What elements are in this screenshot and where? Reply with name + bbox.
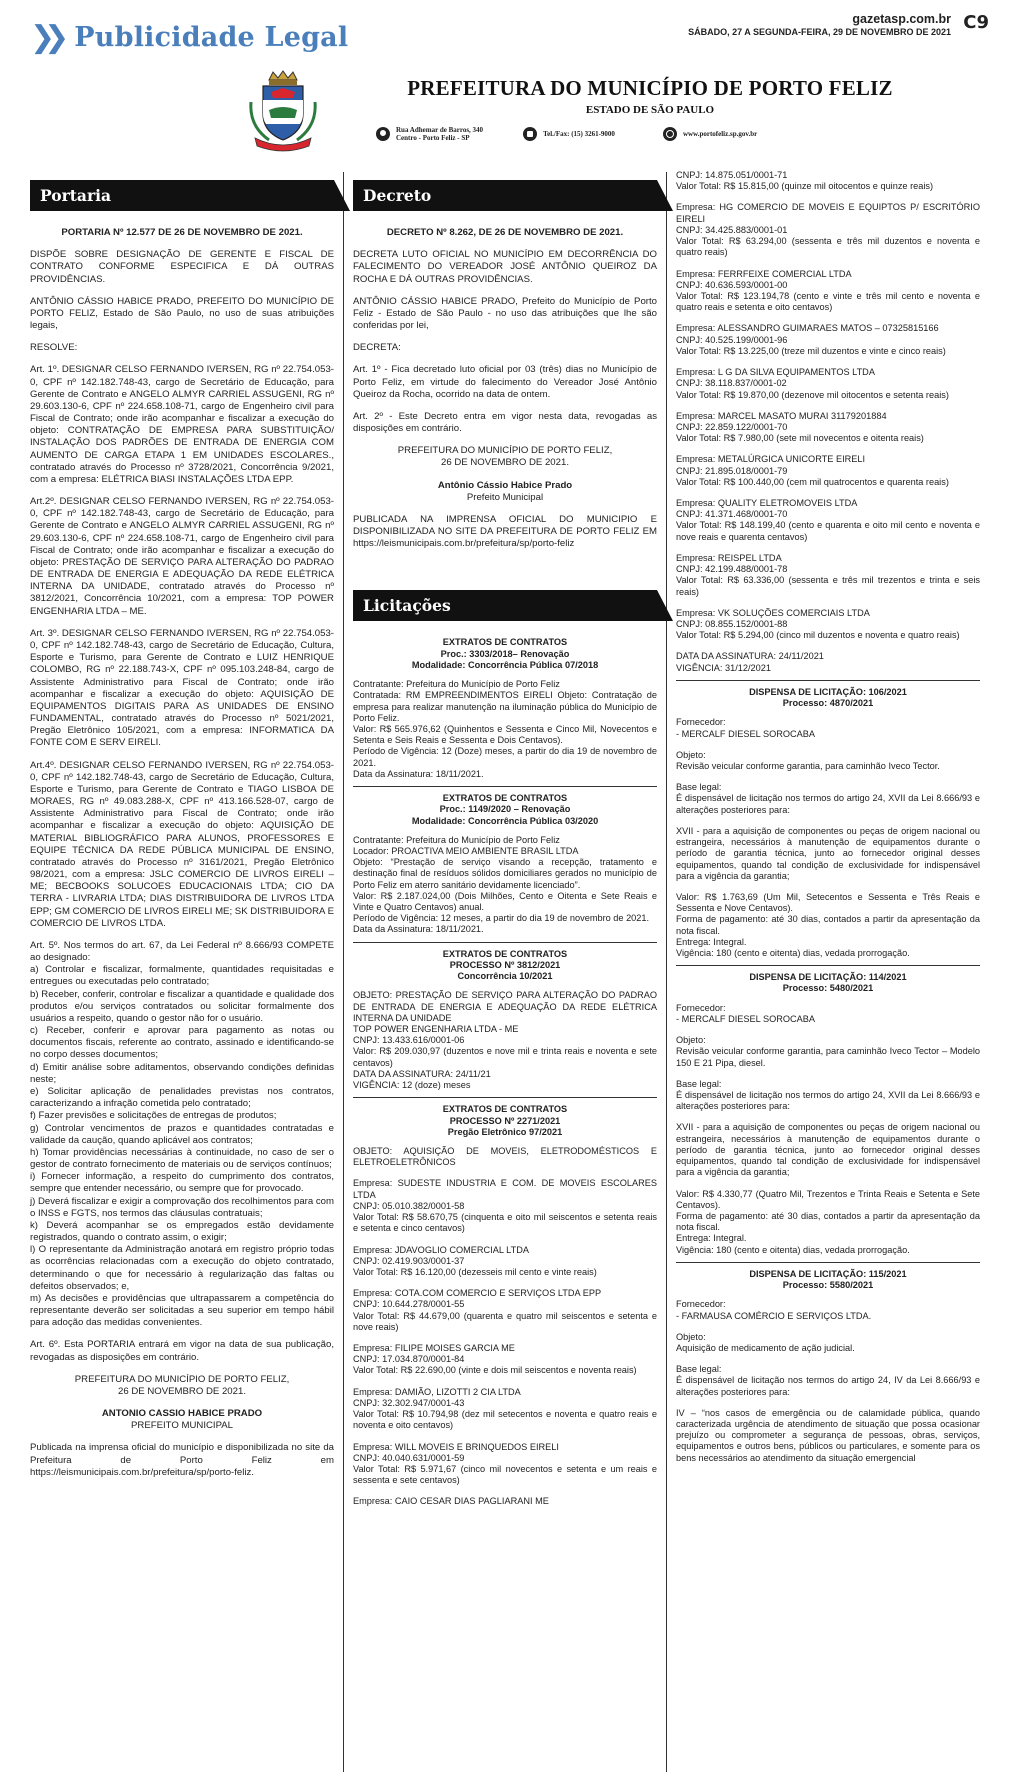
- company-cnpj: CNPJ: 42.199.488/0001-78: [676, 564, 788, 575]
- dispensa-h2: Processo: 5480/2021: [782, 983, 874, 994]
- site-name[interactable]: gazetasp.com.br: [852, 12, 951, 26]
- company-valor: Valor Total: R$ 100.440,00 (cem mil quatrocentos e quarenta reais): [676, 476, 949, 487]
- extrato-header: [353, 637, 657, 671]
- objeto: Aquisição de medicamento de ação judicial.: [676, 1342, 855, 1353]
- decreto-art2: Art. 2º - Este Decreto entra em vigor nesta data, revogadas as disposições em contrário.: [353, 410, 657, 435]
- decreto-preamble: ANTÔNIO CÁSSIO HABICE PRADO, Prefeito do Município de Porto Feliz - Estado de São Paulo - no uso das atribuições que lhe são conferidas por lei,: [353, 295, 657, 332]
- extrato-line: Objeto: “Prestação de serviço visando a recepção, tratamento e destinação final de resíduos sólidos domiciliares gerados no município de Porto Feliz em aterro sanitário devidamente licenciado”.: [353, 857, 657, 890]
- extrato-h3: Concorrência 10/2021: [457, 971, 553, 982]
- pagamento: Forma de pagamento: até 30 dias, contados a partir da apresentação da nota fiscal.: [676, 1210, 980, 1233]
- list-item: h) Tomar providências necessárias à continuidade, no caso de ser o gestor de contrato fornecimento de materiais ou de serviços contínuos;: [30, 1146, 334, 1171]
- dispensa-header: [676, 687, 980, 709]
- list-item: [353, 1442, 657, 1487]
- list-item: d) Emitir análise sobre aditamentos, observando condições definidas neste;: [30, 1061, 334, 1085]
- phone: Tel./Fax: (15) 3261-9000: [543, 130, 615, 138]
- column-divider: [666, 172, 667, 1772]
- portaria-ementa: DISPÕE SOBRE DESIGNAÇÃO DE GERENTE E FISCAL DE CONTRATO CONFORME ESPECIFICA E DÁ OUTRAS PROVIDÊNCIAS.: [30, 249, 334, 285]
- company-cnpj: CNPJ: 40.525.199/0001-96: [676, 334, 788, 345]
- extrato-2: [353, 793, 657, 936]
- page-number: C9: [963, 12, 989, 33]
- list-item: k) Deverá acompanhar se os empregados estão devidamente registrados, quando o contrato assim, o exigir;: [30, 1219, 334, 1244]
- company-valor: Valor Total: R$ 44.679,00 (quarenta e quatro mil seiscentos e setenta e nove reais): [353, 1310, 657, 1332]
- separator: [676, 1262, 980, 1263]
- extrato-line: Locador: PROACTIVA MEIO AMBIENTE BRASIL LTDA: [353, 845, 579, 856]
- list-item: [676, 454, 980, 488]
- extrato-h2: Proc.: 1149/2020 – Renovação: [439, 804, 571, 815]
- portaria-art6: Art. 6º. Esta PORTARIA entrará em vigor na data de sua publicação, revogadas as disposições em contrário.: [30, 1339, 334, 1363]
- company-cnpj: CNPJ: 21.895.018/0001-79: [676, 465, 788, 476]
- portaria-preamble: ANTÔNIO CÁSSIO HABICE PRADO, PREFEITO DO MUNICÍPIO DE PORTO FELIZ, Estado de São Paulo, no uso de suas atribuições legais,: [30, 295, 334, 332]
- fornecedor-label: Fornecedor:: [676, 1299, 726, 1310]
- list-item: [353, 1387, 657, 1432]
- column-licitacoes-cont: [676, 170, 980, 1474]
- list-item: [676, 411, 980, 445]
- company-valor: Valor Total: R$ 16.120,00 (dezesseis mil cento e vinte reais): [353, 1266, 597, 1277]
- company-valor: Valor Total: R$ 63.336,00 (sessenta e três mil trezentos e trinta e seis reais): [676, 575, 980, 597]
- portaria-art2: Art.2º. DESIGNAR CELSO FERNANDO IVERSEN, RG nº 22.754.053-0, CPF nº 142.182.748-43, cargo de Secretário de Educação, para Gerente de Contrato e ANGELO ALMYR CARRIEL ASSUGENI, RG nº 29.603.130-6, CPF nº 224.658.108-71, cargo de Engenheiro civil para Fiscal de Contrato; onde irão acompanhar e fiscalizar a execução do objeto: PRESTAÇÃO DE SERVIÇO PARA ALTERAÇÃO DO PADRAO DE ENTRADA DE ENERGIA E ADEQUAÇÃO DA REDE ELÉTRICA INTERNA DA UNIDADE, contratado através do Processo nº 3812/2021, Concorrência 10/2021, com a empresa: TOP POWER ENGENHARIA LTDA – ME.: [30, 496, 334, 617]
- portaria-resolve: RESOLVE:: [30, 342, 78, 354]
- decreto-signer: Antônio Cássio Habice Prado: [437, 479, 573, 491]
- column-portaria: [30, 180, 334, 1489]
- extrato-line: Valor: R$ 209.030,97 (duzentos e nove mil e trinta reais e noventa e sete centavos): [353, 1046, 657, 1068]
- extrato-line: Valor: R$ 565.976,62 (Quinhentos e Sessenta e Cinco Mil, Novecentos e Setenta e Seis Reais e Sessenta e Dois Centavos).: [353, 723, 657, 746]
- extrato-line: Data da Assinatura: 18/11/2021.: [353, 768, 484, 779]
- objeto-label: Objeto:: [676, 749, 706, 760]
- company-valor: Valor Total: R$ 15.815,00 (quinze mil oitocentos e quinze reais): [676, 181, 934, 192]
- vigencia: VIGÊNCIA: 31/12/2021: [676, 662, 771, 673]
- address-line2: Centro - Porto Feliz - SP: [396, 134, 470, 142]
- company-valor: Valor Total: R$ 58.670,75 (cinquenta e oito mil seiscentos e setenta reais e setenta e cinco centavos): [353, 1212, 657, 1234]
- decreto-signer-role: Prefeito Municipal: [466, 491, 544, 503]
- extrato-h1: EXTRATOS DE CONTRATOS: [442, 948, 568, 959]
- separator: [353, 786, 657, 787]
- decreto-heading: Decreto: [353, 180, 657, 211]
- company-valor: Valor Total: R$ 7.980,00 (sete mil novecentos e oitenta reais): [676, 433, 924, 444]
- list-item: [353, 1245, 657, 1279]
- company-name: Empresa: JDAVOGLIO COMERCIAL LTDA: [353, 1244, 529, 1255]
- fornecedor-label: Fornecedor:: [676, 1002, 726, 1013]
- extrato-line: VIGÊNCIA: 12 (doze) meses: [353, 1080, 471, 1091]
- company-name: Empresa: HG COMERCIO DE MOVEIS E EQUIPTOS P/ ESCRITÓRIO EIRELI: [676, 202, 980, 224]
- company-valor: Valor Total: R$ 148.199,40 (cento e quarenta e oito mil cento e noventa e nove reais e quarenta centavos): [676, 520, 980, 542]
- objeto-label: Objeto:: [676, 1331, 706, 1342]
- extrato-h1: EXTRATOS DE CONTRATOS: [442, 793, 568, 804]
- extrato-line: Período de Vigência: 12 meses, a partir do dia 19 de novembro de 2021.: [353, 913, 650, 924]
- company-name: Empresa: VK SOLUÇÕES COMERCIAIS LTDA: [676, 607, 870, 618]
- masthead-info: [688, 12, 951, 37]
- company-cnpj: CNPJ: 40.040.631/0001-59: [353, 1452, 465, 1463]
- list-item: b) Receber, conferir, controlar e fiscalizar a quantidade e qualidade dos produtos e/ou serviços contratados ou solicitar formalmente dos usuários a respeito, quando o gestor não for o usuário.: [30, 988, 334, 1024]
- company-valor: Valor Total: R$ 10.794,98 (dez mil setecentos e noventa e quatro reais e noventa e oito centavos): [353, 1409, 657, 1431]
- extrato-header: [353, 949, 657, 983]
- objeto: Revisão veicular conforme garantia, para caminhão Iveco Tector – Modelo 150 E 21 Pipa, diesel.: [676, 1046, 980, 1068]
- extrato-h3: Modalidade: Concorrência Pública 07/2018: [411, 659, 599, 670]
- dispensa-115: [676, 1269, 980, 1464]
- base-legal: É dispensável de licitação nos termos do artigo 24, XVII da Lei 8.666/93 e alterações posteriores para:: [676, 1090, 980, 1112]
- company-cnpj: CNPJ: 08.855.152/0001-88: [676, 619, 788, 629]
- portaria-art1: Art. 1º. DESIGNAR CELSO FERNANDO IVERSEN, RG nº 22.754.053-0, CPF nº 142.182.748-43, cargo de Secretário de Educação, para Gerente de Contrato e ANGELO ALMYR CARRIEL ASSUGENI, RG nº 29.603.130-6, CPF nº 224.658.108-71, cargo de Engenheiro civil para Fiscal de Contrato; onde irão acompanhar e fiscalizar a execução do objeto: CONTRATAÇÃO DE EMPRESA PARA SUBSTITUIÇÃO/ INSTALAÇÃO DOS PADRÕES DE ENTRADA DE ENERGIA COM AUMENTO DE CARGA ETAPA 1 EM UNIDADES ESCOLARES., contratado através do Processo nº 3728/2021, Concorrência 9/2021, com a empresa: ELÉTRICA BIASI INSTALAÇÕES LTDA EPP.: [30, 364, 334, 485]
- dispensa-h2: Processo: 5580/2021: [782, 1280, 874, 1291]
- inciso: IV – “nos casos de emergência ou de calamidade pública, quando caracterizada urgência de atendimento de situação que possa ocasionar prejuízo ou comprometer a segurança de pessoas, obras, serviços, equipamentos e outros bens, públicos ou particulares, e somente para os bens necessários ao atendimento da situação emergencial: [676, 1407, 980, 1463]
- dispensa-114: [676, 972, 980, 1256]
- separator: [676, 680, 980, 681]
- dispensa-h1: DISPENSA DE LICITAÇÃO: 114/2021: [749, 972, 907, 983]
- data-assinatura: DATA DA ASSINATURA: 24/11/2021: [676, 651, 824, 662]
- company-name: Empresa: CAIO CESAR DIAS PAGLIARANI ME: [353, 1496, 549, 1507]
- portaria-art3: Art. 3º. DESIGNAR CELSO FERNANDO IVERSEN, RG nº 22.754.053-0, CPF nº 142.182.748-43, cargo de Secretário de Educação, Cultura, Esporte e Turismo, para Gerente de Contrato e LUIZ HENRIQUE COLOMBO, RG nº 22.188.743-X, CPF nº 095.103.248-84, cargo de Assistente Administrativo para Fiscal de Contrato; onde irão acompanhar e fiscalizar a execução do objeto: AQUISIÇÃO DE EQUIPAMENTOS DIGITAIS PARA AS UNIDADES DE ENSINO FUNDAMENTAL, contratado através do Processo nº 5021/2021, Pregão Eletrônico 105/2021, com a empresa: INFORMATICA DA FONTE COM E SERV EIRELI.: [30, 627, 334, 749]
- list-item: [676, 367, 980, 401]
- list-item: [676, 553, 980, 598]
- company-name: Empresa: ALESSANDRO GUIMARAES MATOS – 07325815166: [676, 323, 939, 334]
- list-item: [676, 269, 980, 314]
- list-item: [353, 1288, 657, 1333]
- company-cnpj: CNPJ: 32.302.947/0001-43: [353, 1397, 465, 1408]
- contact-bar: [376, 126, 757, 142]
- objeto: Revisão veicular conforme garantia, para caminhão Iveco Tector.: [676, 760, 940, 771]
- entrega: Entrega: Integral.: [676, 1233, 747, 1244]
- company-name: Empresa: METALÚRGICA UNICORTE EIRELI: [676, 454, 866, 465]
- section-header: [30, 19, 349, 55]
- portaria-art5-intro: Art. 5º. Nos termos do art. 67, da Lei Federal nº 8.666/93 COMPETE ao designado:: [30, 939, 334, 964]
- portaria-signer: ANTONIO CASSIO HABICE PRADO: [101, 1408, 263, 1420]
- address-line1: Rua Adhemar de Barros, 340: [396, 126, 484, 134]
- phone-icon: [523, 127, 537, 141]
- decreto-publication: PUBLICADA NA IMPRENSA OFICIAL DO MUNICIPIO E DISPONIBILIZADA NO SITE DA PREFEITURA DE PORTO FELIZ EM https://leismunicipais.com.br/prefeitura/sp/porto-feliz: [353, 513, 657, 550]
- decreto-ementa: DECRETA LUTO OFICIAL NO MUNICÍPIO EM DECORRÊNCIA DO FALECIMENTO DO VEREADOR JOSÉ ANTÔNIO QUEIROZ DA ROCHA E DÁ OUTRAS PROVIDÊNCIAS.: [353, 249, 657, 285]
- company-name: Empresa: WILL MOVEIS E BRINQUEDOS EIRELI: [353, 1441, 559, 1452]
- base-legal: É dispensável de licitação nos termos do artigo 24, XVII da Lei 8.666/93 e alterações posteriores para:: [676, 793, 980, 815]
- fornecedor: - MERCALF DIESEL SOROCABA: [676, 1013, 816, 1024]
- extrato-h3: Modalidade: Concorrência Pública 03/2020: [411, 815, 599, 826]
- list-item: i) Fornecer informação, a respeito do cumprimento dos contratos, sempre que entender necessário, ou sempre que for provocado.: [30, 1171, 334, 1195]
- double-chevron-icon: ❯❯: [30, 19, 59, 55]
- dispensa-header: [676, 972, 980, 994]
- list-item: [676, 202, 980, 258]
- list-item: l) O representante da Administração anotará em registro próprio todas as ocorrências relacionadas com a execução do objeto contratado, determinando o que for necessário à regularização das faltas ou defeitos observados; e,: [30, 1244, 334, 1292]
- decreto-sign-date: 26 DE NOVEMBRO DE 2021.: [441, 457, 569, 469]
- inciso: XVII - para a aquisição de componentes ou peças de origem nacional ou estrangeira, necessários à manutenção de equipamentos durante o período de garantia técnica, junto ao fornecedor original desses equipamentos, quando tal condição de exclusividade for indispensável para a vigência da garantia;: [676, 1122, 980, 1178]
- edition-date: SÁBADO, 27 A SEGUNDA-FEIRA, 29 DE NOVEMBRO DE 2021: [688, 27, 951, 37]
- list-item: j) Deverá fiscalizar e exigir a comprovação dos recolhimentos para com o INSS e FGTS, nos termos das cláusulas contratuais;: [30, 1195, 334, 1219]
- entrega: Entrega: Integral.: [676, 936, 747, 947]
- company-cnpj: CNPJ: 34.425.883/0001-01: [676, 224, 788, 235]
- base-label: Base legal:: [676, 1364, 722, 1375]
- location-pin-icon: [376, 127, 390, 141]
- extrato-line: Data da Assinatura: 18/11/2021.: [353, 924, 484, 935]
- company-valor: Valor Total: R$ 123.194,78 (cento e vinte e três mil cento e noventa e quatro reais e setenta e oito centavos): [676, 290, 980, 313]
- extrato-objeto: OBJETO: AQUISIÇÃO DE MOVEIS, ELETRODOMÉSTICOS E ELETROELETRÔNICOS: [353, 1145, 657, 1168]
- extrato-line: TOP POWER ENGENHARIA LTDA - ME: [353, 1024, 519, 1034]
- vigencia: Vigência: 180 (cento e oitenta) dias, vedada prorrogação.: [676, 948, 910, 959]
- extrato-line: Contratante: Prefeitura do Município de Porto Feliz: [353, 834, 560, 845]
- list-item: [676, 323, 980, 357]
- company-valor: Valor Total: R$ 5.971,67 (cinco mil novecentos e setenta e um reais e sessenta e sete centavos): [353, 1464, 657, 1486]
- list-item: c) Receber, conferir e aprovar para pagamento as notas ou documentos fiscais, referente ao contrato, assinado e identificando-se no corpo desses documentos;: [30, 1025, 334, 1061]
- pagamento: Forma de pagamento: até 30 dias, contados a partir da apresentação da nota fiscal.: [676, 914, 980, 936]
- municipality-title: PREFEITURA DO MUNICÍPIO DE PORTO FELIZ: [407, 76, 893, 100]
- column-decreto-licitacoes: [353, 180, 657, 1508]
- extrato-h2: Proc.: 3303/2018– Renovação: [440, 648, 570, 659]
- portaria-sign-place: PREFEITURA DO MUNICÍPIO DE PORTO FELIZ,: [74, 1373, 290, 1385]
- company-name: Empresa: FILIPE MOISES GARCIA ME: [353, 1343, 515, 1354]
- portaria-art4: Art.4º. DESIGNAR CELSO FERNANDO IVERSEN, RG nº 22.754.053-0, CPF nº 142.182.748-43, cargo de Secretário de Educação, Cultura, Esporte e Turismo, para Gerente de Contrato e TIAGO LISBOA DE MORAES, RG nº 49.083.288-X, CPF nº 413.166.528-07, cargo de Assistente Administrativo para Fiscal de Contrato; onde irão acompanhar e fiscalizar a execução do objeto: AQUISIÇÃO DE MATERIAL BIBLIOGRÁFICO PARA ALUNOS, PROFESSORES E EQUIPE TÉCNICA DA REDE PÚBLICA MUNICIPAL DE ENSINO, contratado através do Processo nº 3161/2021, Pregão Eletrônico 98/2021, com a empresa: JSLC COMERCIO DE LIVROS EIRELI – ME; BECBOOKS SOLUCOES EDUCACIONAIS LTDA; CIO DA TERRA - LIVRARIA LTDA; DIAS DISTRIBUIDORA DE LIVROS LTDA EPP; GM COMERCIO DE LIVROS EIRELI ME; SK DISTRIBUIDORA E COMERCIO DE LIVROS LTDA.: [30, 759, 334, 929]
- valor: Valor: R$ 4.330,77 (Quatro Mil, Trezentos e Trinta Reais e Setenta e Sete Centavos).: [676, 1188, 980, 1210]
- objeto-label: Objeto:: [676, 1035, 706, 1046]
- company-valor: Valor Total: R$ 19.870,00 (dezenove mil oitocentos e setenta reais): [676, 389, 949, 400]
- section-title: Publicidade Legal: [74, 22, 349, 53]
- extrato-header: [353, 1104, 657, 1138]
- company-name: Empresa: L G DA SILVA EQUIPAMENTOS LTDA: [676, 367, 875, 378]
- extrato-line: Valor: R$ 2.187.024,00 (Dois Milhões, Cento e Oitenta e Sete Reais e Vinte e Quatro Centavos) anual.: [353, 890, 657, 913]
- list-item: e) Solicitar aplicação de penalidades previstas nos contratos, caracterizando a infração cometida pelo contratado;: [30, 1086, 334, 1110]
- extrato-h3: Pregão Eletrônico 97/2021: [447, 1126, 563, 1137]
- website-link[interactable]: www.portofeliz.sp.gov.br: [682, 130, 758, 138]
- company-cnpj: CNPJ: 05.010.382/0001-58: [353, 1200, 465, 1211]
- list-item: [676, 608, 980, 642]
- portaria-heading: Portaria: [30, 180, 334, 211]
- extrato-line: Contratada: RM EMPREENDIMENTOS EIRELI Objeto: Contratação de empresa para realizar manutenção na iluminação pública do Município de Porto Feliz.: [353, 690, 657, 723]
- company-cnpj: CNPJ: 10.644.278/0001-55: [353, 1299, 465, 1310]
- extrato-line: Período de Vigência: 12 (Doze) meses, a partir do dia 19 de novembro de 2021.: [353, 746, 657, 768]
- base-legal: É dispensável de licitação nos termos do artigo 24, IV da Lei 8.666/93 e alterações posteriores para:: [676, 1375, 980, 1397]
- base-label: Base legal:: [676, 1078, 722, 1089]
- decreto-title: DECRETO Nº 8.262, DE 26 DE NOVEMBRO DE 2021.: [386, 227, 624, 238]
- base-label: Base legal:: [676, 782, 722, 793]
- company-name: Empresa: QUALITY ELETROMOVEIS LTDA: [676, 498, 858, 509]
- portaria-publication: Publicada na imprensa oficial do município e disponibilizada no site da Prefeitura de Porto Feliz em https://leismunicipais.com.br/prefeitura/sp/porto-feliz.: [30, 1442, 334, 1478]
- extrato-h1: EXTRATOS DE CONTRATOS: [442, 637, 568, 648]
- company-cnpj: CNPJ: 40.636.593/0001-00: [676, 279, 788, 290]
- company-valor: Valor Total: R$ 22.690,00 (vinte e dois mil seiscentos e noventa reais): [353, 1365, 637, 1376]
- extrato-h2: PROCESSO Nº 3812/2021: [449, 959, 561, 970]
- portaria-title: PORTARIA Nº 12.577 DE 26 DE NOVEMBRO DE 2021.: [61, 227, 303, 238]
- decreto-sign-place: PREFEITURA DO MUNICÍPIO DE PORTO FELIZ,: [397, 445, 613, 457]
- list-item: a) Controlar e fiscalizar, formalmente, quantidades requisitadas e entregues ou executadas pelo contratado;: [30, 964, 334, 988]
- extrato-3: [353, 949, 657, 1092]
- municipal-crest-icon: [247, 70, 319, 152]
- separator: [676, 965, 980, 966]
- dispensa-h2: Processo: 4870/2021: [782, 698, 874, 709]
- company-cnpj: CNPJ: 38.118.837/0001-02: [676, 378, 787, 389]
- valor: Valor: R$ 1.763,69 (Um Mil, Setecentos e Sessenta e Três Reais e Sessenta e Nove Centavos).: [676, 891, 980, 914]
- extrato-h2: PROCESSO Nº 2271/2021: [449, 1115, 561, 1126]
- company-valor: Valor Total: R$ 5.294,00 (cinco mil duzentos e noventa e quatro reais): [676, 630, 960, 641]
- extrato-line: CNPJ: 13.433.616/0001-06: [353, 1035, 465, 1046]
- column-divider: [343, 172, 344, 1772]
- company-name: Empresa: MARCEL MASATO MURAI 31179201884: [676, 410, 887, 421]
- portaria-signer-role: PREFEITO MUNICIPAL: [131, 1420, 233, 1432]
- list-item: f) Fazer previsões e solicitações de entregas de produtos;: [30, 1110, 277, 1122]
- continued-company: [676, 170, 980, 192]
- municipality-state: ESTADO DE SÃO PAULO: [585, 104, 715, 116]
- inciso: XVII - para a aquisição de componentes ou peças de origem nacional ou estrangeira, necessários à manutenção de equipamentos durante o período de garantia técnica, junto ao fornecedor original desses equipamentos, quando tal condição de exclusividade for indispensável para a vigência da garantia;: [676, 825, 980, 881]
- vigencia: Vigência: 180 (cento e oitenta) dias, vedada prorrogação.: [676, 1244, 910, 1255]
- extrato-1: [353, 637, 657, 780]
- extrato-line: DATA DA ASSINATURA: 24/11/21: [353, 1068, 491, 1079]
- extrato-line: Contratante: Prefeitura do Município de Porto Feliz: [353, 679, 560, 690]
- fornecedor: - MERCALF DIESEL SOROCABA: [676, 728, 816, 739]
- fornecedor: - FARMAUSA COMÉRCIO E SERVIÇOS LTDA.: [676, 1310, 872, 1321]
- company-name: Empresa: REISPEL LTDA: [676, 552, 782, 563]
- globe-icon: [663, 127, 677, 141]
- list-item: g) Controlar vencimentos de prazos e quantidades contratadas e validade da caução, quando aplicável aos contratos;: [30, 1122, 334, 1146]
- dispensa-header: [676, 1269, 980, 1291]
- separator: [353, 1097, 657, 1098]
- extrato-line: OBJETO: PRESTAÇÃO DE SERVIÇO PARA ALTERAÇÃO DO PADRAO DE ENTRADA DE ENERGIA E ADEQUAÇÃO DA REDE ELÉTRICA INTERNA DA UNIDADE: [353, 990, 657, 1023]
- list-item: [353, 1343, 657, 1377]
- extrato-header: [353, 793, 657, 827]
- list-item: m) As decisões e providências que ultrapassarem a competência do representante deverão ser solicitadas a seu superior em tempo hábil para adoção das medidas convenientes.: [30, 1292, 334, 1329]
- licitacoes-heading: Licitações: [353, 590, 657, 621]
- portaria-sign-date: 26 DE NOVEMBRO DE 2021.: [118, 1385, 246, 1397]
- company-cnpj: CNPJ: 22.859.122/0001-70: [676, 421, 788, 432]
- company-cnpj: CNPJ: 17.034.870/0001-84: [353, 1354, 465, 1365]
- separator: [353, 942, 657, 943]
- company-cnpj: CNPJ: 14.875.051/0001-71: [676, 170, 788, 180]
- dispensa-h1: DISPENSA DE LICITAÇÃO: 115/2021: [749, 1268, 907, 1279]
- company-name: Empresa: COTA.COM COMERCIO E SERVIÇOS LTDA EPP: [353, 1288, 602, 1299]
- company-valor: Valor Total: R$ 13.225,00 (treze mil duzentos e vinte e cinco reais): [676, 345, 946, 356]
- company-name: Empresa: SUDESTE INDUSTRIA E COM. DE MOVEIS ESCOLARES LTDA: [353, 1178, 657, 1200]
- fornecedor-label: Fornecedor:: [676, 717, 726, 728]
- company-name: Empresa: DAMIÃO, LIZOTTI 2 CIA LTDA: [353, 1386, 521, 1397]
- dispensa-h1: DISPENSA DE LICITAÇÃO: 106/2021: [749, 686, 907, 697]
- decreto-art1: Art. 1º - Fica decretado luto oficial por 03 (três) dias no Município de Porto Feliz, em virtude do falecimento do Vereador José Antônio Queiroz da Rocha, ocorrido na data de ontem.: [353, 364, 657, 400]
- decreto-decreta: DECRETA:: [353, 342, 401, 354]
- extrato-4: [353, 1104, 657, 1507]
- dispensa-106: [676, 687, 980, 959]
- company-name: Empresa: FERRFEIXE COMERCIAL LTDA: [676, 268, 852, 279]
- address: [396, 126, 483, 142]
- list-item: [353, 1178, 657, 1234]
- list-item: [676, 498, 980, 543]
- company-cnpj: CNPJ: 41.371.468/0001-70: [676, 509, 788, 520]
- extrato-h1: EXTRATOS DE CONTRATOS: [442, 1104, 568, 1115]
- company-valor: Valor Total: R$ 63.294,00 (sessenta e três mil duzentos e noventa e quatro reais): [676, 236, 980, 258]
- company-cnpj: CNPJ: 02.419.903/0001-37: [353, 1255, 465, 1266]
